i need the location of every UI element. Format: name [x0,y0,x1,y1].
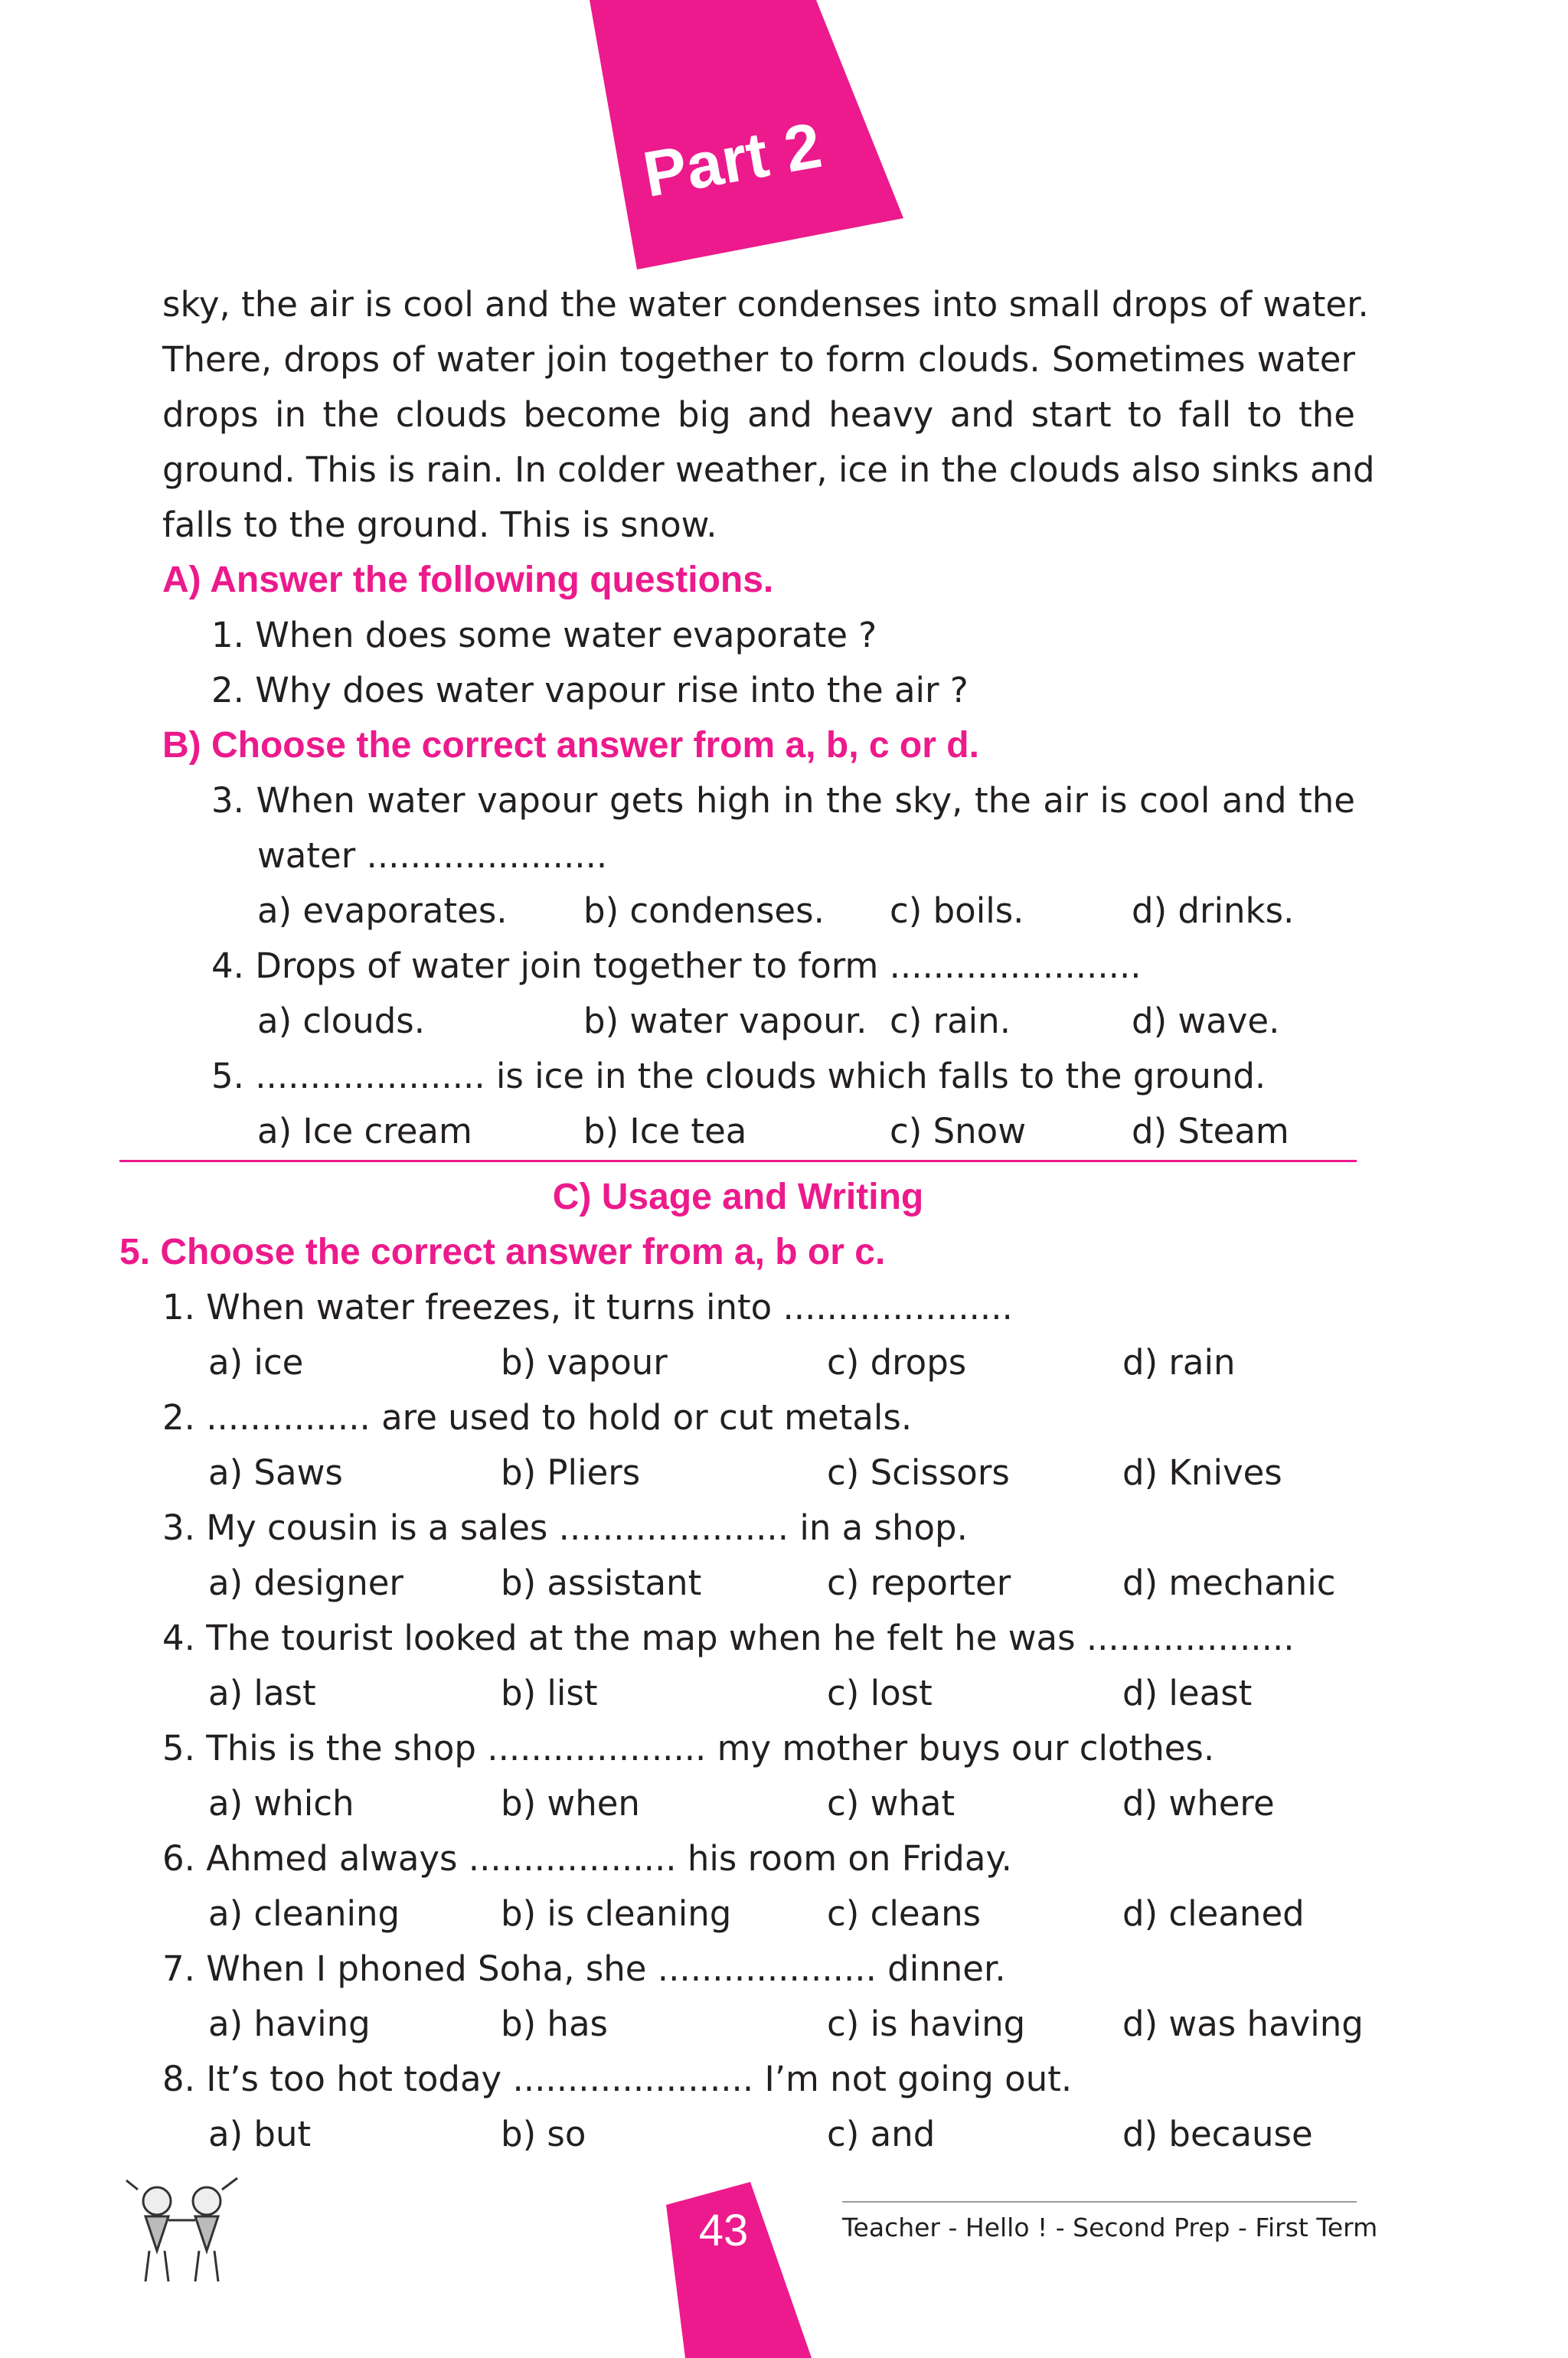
option-a: a) having [208,2004,371,2044]
option-c: c) cleans [827,1893,982,1934]
option-c: c) what [827,1783,956,1824]
option-d: d) drinks. [1132,890,1295,931]
option-a: a) cleaning [208,1893,400,1934]
question-item-continued: water ...................... [257,835,608,876]
question-item: 2. ............... are used to hold or cut metals. [162,1397,913,1438]
question-item: 2. Why does water vapour rise into the air ? [211,670,969,710]
option-d: d) was having [1122,2004,1364,2044]
passage-line: There, drops of water join together to form clouds. Sometimes water [162,339,1355,380]
option-d: d) Steam [1132,1111,1289,1151]
option-a: a) but [208,2114,312,2154]
option-c: c) Snow [890,1111,1027,1151]
option-b: b) so [501,2114,586,2154]
question-item: 6. Ahmed always ................... his room on Friday. [162,1838,1012,1879]
option-a: a) last [208,1673,316,1713]
option-b: b) vapour [501,1342,668,1383]
passage-line: drops in the clouds become big and heavy and start to fall to the [162,394,1355,435]
option-b: b) has [501,2004,608,2044]
question-item: 5. ..................... is ice in the clouds which falls to the ground. [211,1056,1266,1096]
question-item: 1. When water freezes, it turns into ..................... [162,1287,1013,1328]
page-number: 43 [698,2206,749,2255]
footer-rule [842,2201,1357,2203]
option-b: b) when [501,1783,640,1824]
option-b: b) condenses. [583,890,825,931]
option-d: d) cleaned [1122,1893,1305,1934]
option-c: c) Scissors [827,1452,1010,1493]
option-b: b) assistant [501,1563,702,1603]
question-item: 7. When I phoned Soha, she .................... dinner. [162,1948,1006,1989]
option-a: a) Ice cream [257,1111,472,1151]
section-divider [119,1160,1357,1162]
book-title: Teacher - Hello ! - Second Prep - First Term [842,2213,1378,2242]
question-item: 1. When does some water evaporate ? [211,615,877,655]
question-item: 3. When water vapour gets high in the sky, the air is cool and the [211,780,1355,821]
option-d: d) mechanic [1122,1563,1336,1603]
option-d: d) rain [1122,1342,1236,1383]
option-c: c) reporter [827,1563,1011,1603]
section-b-heading: B) Choose the correct answer from a, b, c or d. [162,725,979,766]
option-c: c) boils. [890,890,1024,931]
question-item: 5. This is the shop .................... my mother buys our clothes. [162,1728,1215,1768]
usage-instruction: 5. Choose the correct answer from a, b or c. [119,1232,886,1272]
part-title: Part 2 [638,108,827,211]
question-item: 3. My cousin is a sales ..................... in a shop. [162,1507,968,1548]
option-d: d) because [1122,2114,1313,2154]
option-c: c) lost [827,1673,933,1713]
usage-title: C) Usage and Writing [552,1177,924,1217]
option-d: d) least [1122,1673,1253,1713]
option-a: a) ice [208,1342,304,1383]
question-item: 4. Drops of water join together to form ....................... [211,945,1142,986]
option-b: b) is cleaning [501,1893,732,1934]
option-c: c) and [827,2114,936,2154]
two-children-cartoon-icon [115,2174,253,2289]
question-item: 4. The tourist looked at the map when he felt he was ................... [162,1618,1295,1658]
passage-line: falls to the ground. This is snow. [162,505,717,545]
option-a: a) which [208,1783,354,1824]
option-a: a) Saws [208,1452,343,1493]
option-d: d) Knives [1122,1452,1282,1493]
option-b: b) Pliers [501,1452,641,1493]
section-a-heading: A) Answer the following questions. [162,560,774,600]
option-a: a) evaporates. [257,890,508,931]
option-a: a) clouds. [257,1001,426,1041]
option-c: c) drops [827,1342,967,1383]
option-b: b) water vapour. [583,1001,867,1041]
option-d: d) wave. [1132,1001,1280,1041]
option-a: a) designer [208,1563,403,1603]
option-b: b) Ice tea [583,1111,747,1151]
option-c: c) is having [827,2004,1026,2044]
question-item: 8. It’s too hot today ...................... I’m not going out. [162,2059,1073,2099]
passage-line: sky, the air is cool and the water condenses into small drops of water. [162,284,1369,325]
passage-line: ground. This is rain. In colder weather, ice in the clouds also sinks and [162,449,1375,490]
option-d: d) where [1122,1783,1275,1824]
option-b: b) list [501,1673,598,1713]
option-c: c) rain. [890,1001,1011,1041]
